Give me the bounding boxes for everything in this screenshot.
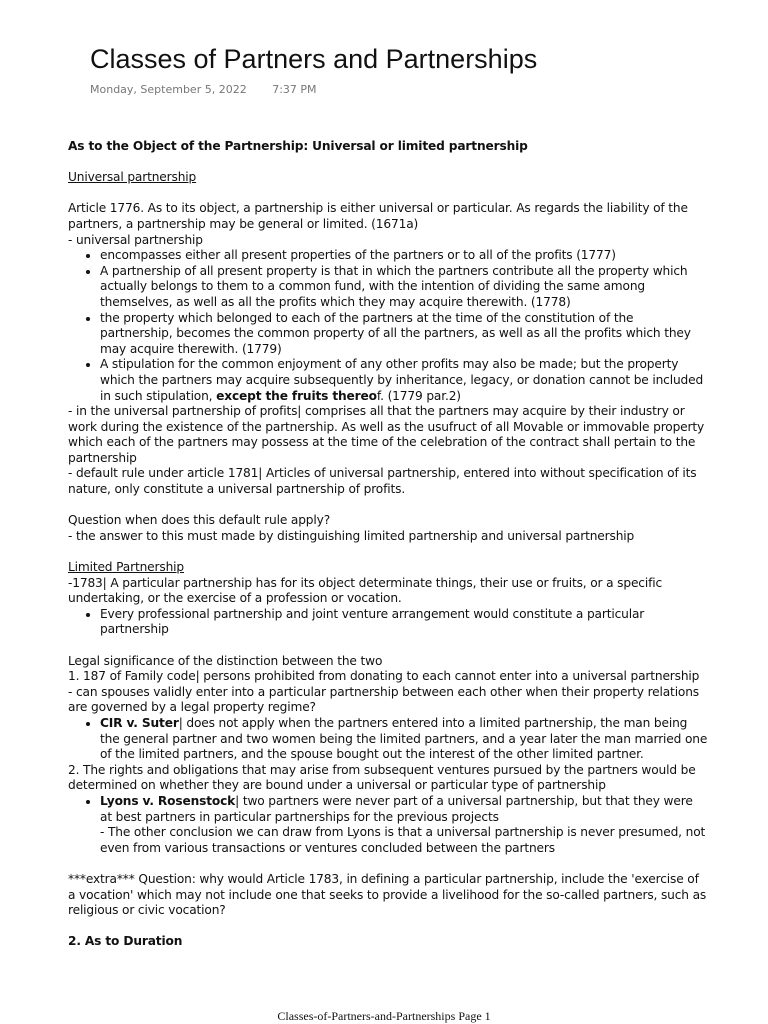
case-lyons-text2: - The other conclusion we can draw from Lyons is that a universal partnership is never presumed, not even from various transactions or ventures concluded between the partners	[100, 825, 706, 855]
extra-question: ***extra*** Question: why would Article 1783, in defining a particular partnership, include the 'exercise of a vocation' which may not include one that seeks to provide a livelihood for the so-called partners, such as religious or civic vocation?	[68, 871, 707, 918]
page-footer: Classes-of-Partners-and-Partnerships Page 1	[277, 1009, 491, 1023]
note-body	[68, 139, 708, 950]
bullet4-text: A stipulation for the common enjoyment of any other profits may also be made; but the property which the partners may acquire subsequently by inheritance, legacy, or donation cannot be included in such stipulation,	[100, 357, 704, 403]
article-1776: Article 1776. As to its object, a partnership is either universal or particular. As regards the liability of the partners, a partnership may be general or limited. (1671a)	[68, 201, 688, 231]
list-item: • the property which belonged to each of the partners at the time of the constitution of the partnership, becomes the common property of all the partners, as well as all the profits which they may acquire therewith. (1779)	[100, 311, 708, 358]
list-item: • A partnership of all present property is that in which the partners contribute all the property which actually belongs to them to a common fund, with the intention of dividing the same among themselves, as well as all the profits which they may acquire therewith. (1778)	[100, 264, 708, 311]
list-item: • Every professional partnership and joint venture arrangement would constitute a particular partnership	[100, 607, 708, 638]
legal-significance: Legal significance of the distinction between the two	[68, 653, 383, 668]
list-item	[100, 716, 708, 763]
profits-paragraph: - in the universal partnership of profits| comprises all that the partners may acquire by their industry or work during the existence of the partnership. As well as the usufruct of all Movable or immovable property which each of the partners may possess at the time of the celebration of the contract shall pertain to the partnership	[68, 404, 705, 465]
case-cir-text: | does not apply when the partners entered into a limited partnership, the man being the general partner and two women being the limited partners, and a year later the man married one of the limited partners, and the spouse bought out the interest of the other limited partner.	[100, 715, 708, 762]
section-heading-object: As to the Object of the Partnership: Universal or limited partnership	[68, 139, 528, 153]
list-item	[100, 794, 708, 856]
case-lyons-text: | two partners were never part of a universal partnership, but that they were at best partners in particular partnerships for the previous projects	[100, 793, 693, 824]
cir-bullets	[68, 716, 708, 763]
page-title: Classes of Partners and Partnerships	[90, 44, 538, 74]
page-meta	[90, 83, 339, 96]
lyons-bullets	[68, 794, 708, 856]
subheading-universal: Universal partnership	[68, 170, 197, 185]
list-item: • encompasses either all present properties of the partners or to all of the profits (1777)	[100, 248, 708, 264]
list-item	[100, 357, 708, 404]
page-date: Monday, September 5, 2022	[90, 83, 247, 96]
spouses-question: - can spouses validly enter into a particular partnership between each other when their property relations are governed by a legal property regime?	[68, 684, 700, 715]
section-heading-duration: 2. As to Duration	[68, 934, 183, 949]
subheading-limited: Limited Partnership	[68, 560, 184, 575]
page-time: 7:37 PM	[272, 83, 317, 96]
answer-text: - the answer to this must made by distinguishing limited partnership and universal partnership	[68, 528, 635, 543]
item-2: 2. The rights and obligations that may arise from subsequent ventures pursued by the partners would be determined on whether they are bound under a universal or particular type of partnership	[68, 762, 696, 793]
bullet4-bold: except the fruits thereo	[216, 388, 377, 403]
default-rule-paragraph: - default rule under article 1781| Articles of universal partnership, entered into without specification of its nature, only constitute a universal partnership of profits.	[68, 466, 697, 497]
limited-bullets	[68, 607, 708, 638]
question-text: Question when does this default rule apply?	[68, 513, 331, 528]
universal-bullets	[68, 248, 708, 404]
item-1: 1. 187 of Family code| persons prohibited from donating to each cannot enter into a universal partnership	[68, 669, 700, 684]
case-lyons: Lyons v. Rosenstock	[100, 793, 236, 808]
case-cir-suter: CIR v. Suter	[100, 715, 179, 730]
bullet4-tail: f. (1779 par.2)	[376, 388, 461, 403]
universal-label: - universal partnership	[68, 232, 203, 247]
article-1783: -1783| A particular partnership has for its object determinate things, their use or fruits, or a specific undertaking, or the exercise of a profession or vocation.	[68, 575, 663, 606]
